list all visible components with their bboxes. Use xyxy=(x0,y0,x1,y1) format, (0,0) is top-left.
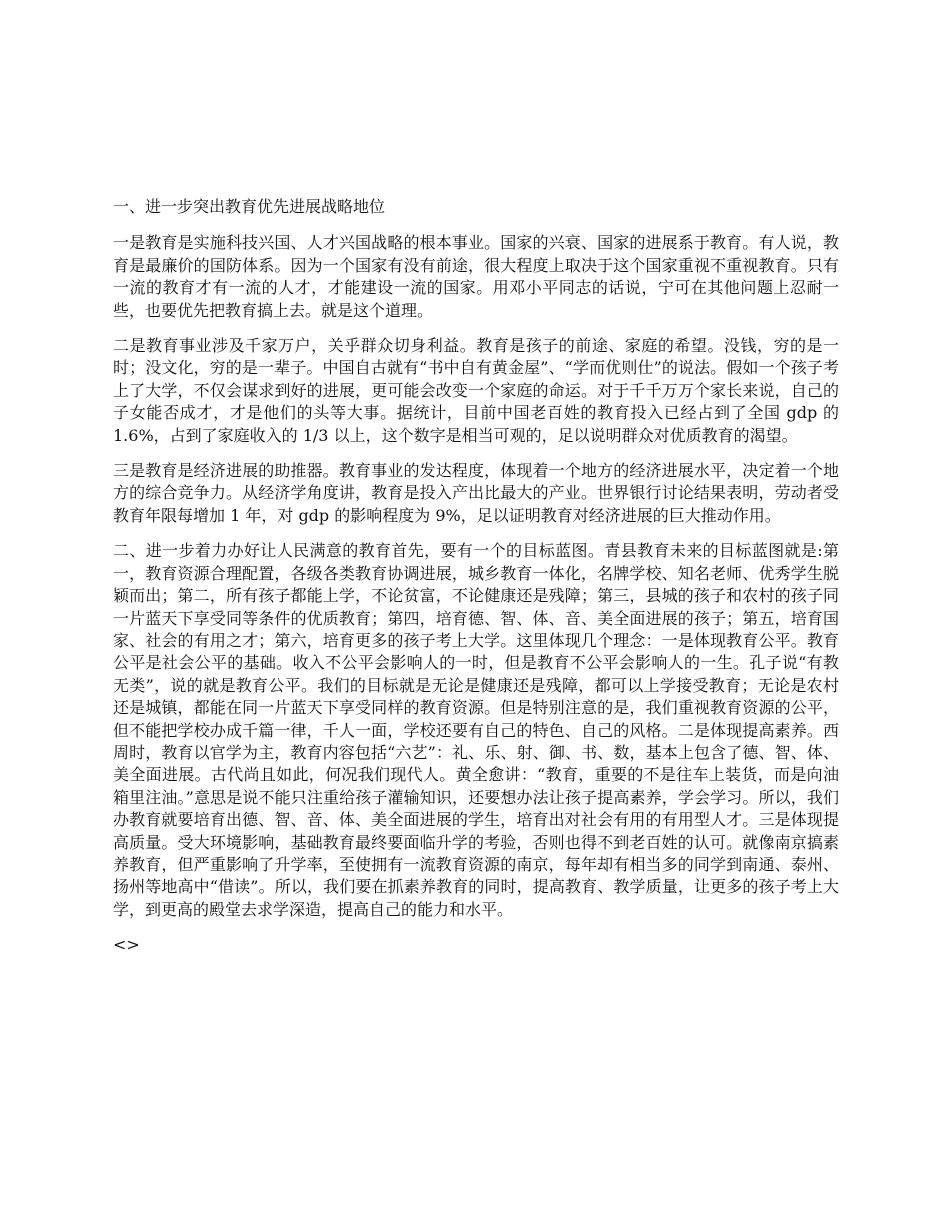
section-heading: 一、进一步突出教育优先进展战略地位 xyxy=(113,197,386,216)
document-body xyxy=(113,196,839,970)
paragraph-3: 三是教育是经济进展的助推器。教育事业的发达程度，体现着一个地方的经济进展水平，决定着一个地方的综合竞争力。从经济学角度讲，教育是投入产出比最大的产业。世界银行讨论结果表明，劳动者受教育年限每增加 1 年，对 gdp 的影响程度为 9%，足以证明教育对经济进展的巨大推动作用。 xyxy=(113,461,839,525)
paragraph-4: 二、进一步着力办好让人民满意的教育首先，要有一个的目标蓝图。青县教育未来的目标蓝图就是:第一，教育资源合理配置，各级各类教育协调进展，城乡教育一体化，名牌学校、知名老师、优秀学生脱颖而出；第二，所有孩子都能上学，不论贫富，不论健康还是残障；第三，县城的孩子和农村的孩子同一片蓝天下享受同等条件的优质教育；第四，培育德、智、体、音、美全面进展的孩子；第五，培育国家、社会的有用之才；第六，培育更多的孩子考上大学。这里体现几个理念：一是体现教育公平。教育公平是社会公平的基础。收入不公平会影响人的一时，但是教育不公平会影响人的一生。孔子说“有教无类”，说的就是教育公平。我们的目标就是无论是健康还是残障，都可以上学接受教育；无论是农村还是城镇，都能在同一片蓝天下享受同样的教育资源。但是特别注意的是，我们重视教育资源的公平，但不能把学校办成千篇一律，千人一面，学校还要有自己的特色、自己的风格。二是体现提高素养。西周时，教育以官学为主，教育内容包括“六艺”：礼、乐、射、御、书、数，基本上包含了德、智、体、美全面进展。古代尚且如此，何况我们现代人。黄全愈讲：“教育，重要的不是往车上装货，而是向油箱里注油。”意思是说不能只注重给孩子灌输知识，还要想办法让孩子提高素养，学会学习。所以，我们办教育就要培育出德、智、音、体、美全面进展的学生，培育出对社会有用的有用型人才。三是体现提高质量。受大环境影响，基础教育最终要面临升学的考验，否则也得不到老百姓的认可。就像南京搞素养教育，但严重影响了升学率，至使拥有一流教育资源的南京，每年却有相当多的同学到南通、泰州、扬州等地高中“借读”。所以，我们要在抓素养教育的同时，提高教育、教学质量，让更多的孩子考上大学，到更高的殿堂去求学深造，提高自己的能力和水平。 xyxy=(113,541,839,919)
paragraph-1: 一是教育是实施科技兴国、人才兴国战略的根本事业。国家的兴衰、国家的进展系于教育。有人说，教育是最廉价的国防体系。因为一个国家有没有前途，很大程度上取决于这个国家重视不重视教育。只有一流的教育才有一流的人才，才能建设一流的国家。用邓小平同志的话说，宁可在其他问题上忍耐一些，也要优先把教育搞上去。就是这个道理。 xyxy=(113,233,839,320)
end-mark: <> xyxy=(113,935,140,955)
paragraph-2: 二是教育事业涉及千家万户，关乎群众切身利益。教育是孩子的前途、家庭的希望。没钱，穷的是一时；没文化，穷的是一辈子。中国自古就有“书中自有黄金屋”、“学而优则仕”的说法。假如一个孩子考上了大学，不仅会谋求到好的进展，更可能会改变一个家庭的命运。对于千千万万个家长来说，自己的子女能否成才，才是他们的头等大事。据统计，目前中国老百姓的教育投入已经占到了全国 gdp 的 1.6%，占到了家庭收入的 1/3 以上，这个数字是相当可观的，足以说明群众对优质教育的渴望。 xyxy=(113,336,839,445)
